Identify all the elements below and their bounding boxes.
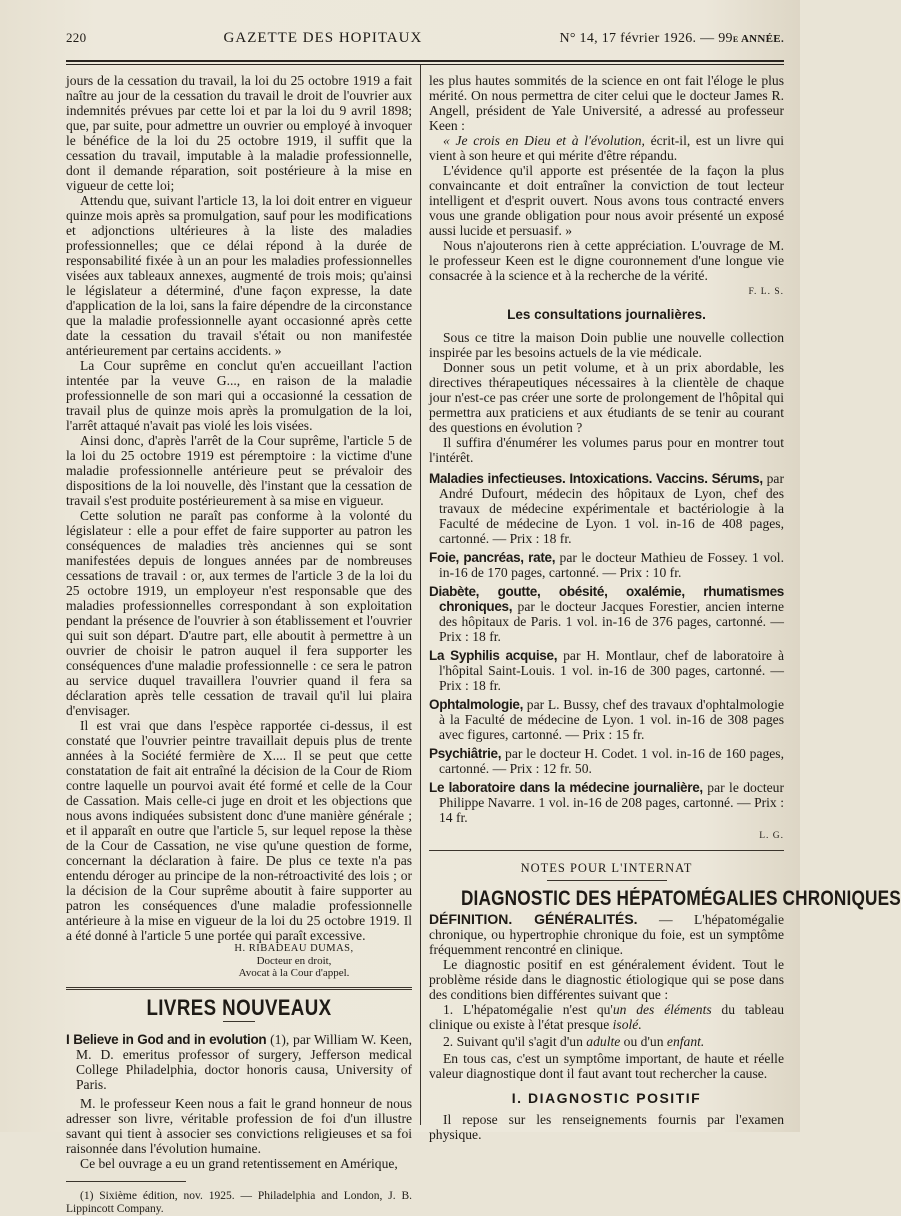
page-header (66, 30, 784, 52)
book-details: par le docteur Philippe Navarre. 1 vol. in-16 de 208 pages, cartonné. — Prix : 14 fr. (439, 780, 785, 825)
quote: « Je crois en Dieu et à l'évolution, (443, 133, 645, 148)
list-item (429, 1002, 784, 1032)
section-title: Les consultations journalières. (507, 307, 706, 322)
article-title: DIAGNOSTIC DES HÉPATOMÉGALIES CHRONIQUES (460, 887, 901, 910)
list-text: 2. Suivant qu'il s'agit d'un (443, 1034, 587, 1049)
paragraph: Ce bel ouvrage a eu un grand retentissement en Amérique, (80, 1156, 398, 1171)
subsection-title: I. DIAGNOSTIC POSITIF (511, 1090, 702, 1106)
paragraph: La Cour suprême en conclut qu'en accueillant l'action intentée par la veuve G..., en raison de la maladie professionnelle de son mari qui a occasionné la cessation de travail plus de quinze mois après la promulgation de la loi, l'arrêt attaqué n'avait pas violé les lois visées. (66, 358, 413, 433)
book-entry (66, 1032, 412, 1092)
issue-date: N° 14, 17 février 1926. — 99 (559, 31, 733, 46)
section-label: NOTES POUR L'INTERNAT (520, 861, 693, 875)
book-details: par L. Bussy, chef des travaux d'ophtalmologie à la Faculté de médecine de Lyon. 1 vol. in-16 de 308 pages avec figures, cartonné. — Prix : 15 fr. (439, 697, 784, 742)
book-details: par le docteur Jacques Forestier, ancien interne des hôpitaux de Paris. 1 vol. in-16 de 376 pages, cartonné. — Prix : 18 fr. (439, 599, 784, 644)
page-number: 220 (66, 30, 87, 45)
issue-year: e ANNÉE. (732, 33, 784, 45)
list-text: ou d'un (620, 1034, 667, 1049)
book-entry (429, 550, 784, 580)
paragraph (429, 133, 784, 163)
issue-info (559, 31, 784, 47)
book-details: par André Dufourt, médecin des hôpitaux de Lyon, chef des travaux de médecine expérimentale et bactériologie à la Faculté de médecine de Lyon. 1 vol. in-16 de 408 pages, cartonné. — Prix : 18 fr. (439, 471, 784, 546)
paragraph: En tous cas, c'est un symptôme important, de haute et réelle valeur diagnostique dont il faut avant tout rechercher la cause. (429, 1051, 784, 1081)
list-text: du tableau clinique ou existe à l'état presque (429, 1002, 784, 1032)
subheading: DÉFINITION. GÉNÉRALITÉS. (429, 911, 638, 927)
paragraph: Donner sous un petit volume, et à un prix abordable, les directives thérapeutiques nécessaires à la clientèle de chaque jour n'est-ce pas créer une sorte de prolongement de l'hôpital qui permettra aux praticiens et aux étudiants de se tenir au courant des questions en évolution ? (429, 360, 784, 435)
book-title: Maladies infectieuses. Intoxications. Vaccins. Sérums, (429, 471, 763, 486)
section-rule (66, 987, 412, 990)
book-title: Diabète, goutte, obésité, oxalémie, rhumatismes chroniques, (429, 584, 784, 614)
list-text: 1. L'hépatomégalie n'est qu' (443, 1002, 613, 1017)
paragraph: Ainsi donc, d'après l'arrêt de la Cour suprême, l'article 5 de la loi du 25 octobre 1919 est péremptoire : la victime d'une maladie professionnelle antérieure peut se prévaloir des dispositions de la loi nouvelle, dès l'instant que la cessation de travail s'est produite postérieurement à sa mise en vigueur. (66, 433, 413, 508)
short-rule (547, 880, 667, 881)
book-details: par H. Montlaur, chef de laboratoire à l'hôpital Saint-Louis. 1 vol. in-16 de 300 pages, cartonné. — Prix : 18 fr. (439, 648, 784, 693)
paragraph: jours de la cessation du travail, la loi du 25 octobre 1919 a fait naître au jour de la cessation du travail le droit de l'ouvrier aux indemnités prévues par cette loi et par la loi du 9 avril 1898; que, par suite, pour admettre un ouvrier ou employé à invoquer le bénéfice de la loi du 25 octobre 1919, il suffit que la cessation du travail, imputable à la maladie professionnelle, dont il demande réparation, soit postérieure à la mise en vigueur de cette loi; (66, 73, 413, 193)
book-details: par le docteur H. Codet. 1 vol. in-16 de 160 pages, cartonné. — Prix : 12 fr. 50. (439, 746, 784, 776)
list-emphasis: isolé. (612, 1017, 642, 1032)
paragraph: Le diagnostic positif en est généralement évident. Tout le problème réside dans le diagnostic étiologique qui se pose dans des conditions bien différentes suivant que : (429, 957, 784, 1002)
paragraph: Nous n'ajouterons rien à cette appréciation. L'ouvrage de M. le professeur Keen est le digne couronnement d'une longue vie consacrée à la science et à la recherche de la vérité. (429, 238, 784, 283)
right-column (429, 65, 901, 1142)
paragraph: L'évidence qu'il apporte est présentée de la façon la plus convaincante et doit entraîner la conviction de tout lecteur intelligent et d'esprit ouvert. Nous avons tous contracté envers vous une grande obligation pour nous avoir présenté un exposé aussi lucide et persuasif. » (429, 163, 784, 238)
definition-text: — L'hépatomégalie chronique, ou hypertrophie chronique du foie, est un symptôme fréquemment rencontré en clinique. (429, 912, 784, 957)
paragraph: M. le professeur Keen nous a fait le grand honneur de nous adresser son livre, véritable profession de foi d'un illustre savant qui tient à associer ses convictions religieuses et sa foi raisonnée dans l'évolution humaine. (66, 1096, 413, 1156)
signature-name: H. RIBADEAU DUMAS, (234, 943, 354, 954)
book-entry (429, 471, 784, 546)
paragraph: Il est vrai que dans l'espèce rapportée ci-dessus, il est constaté que l'ouvrier peintre travaillait depuis plus de trente années à la Société fermière de X.... Il se peut que cette constatation de fait ait entraîné la décision de la Cour de Riom contre laquelle un pourvoi avait été formé et celle de la Cour de Cassation. Mais celle-ci juge en droit et les objections que nous avons indiquées subsistent donc d'une manière générale ; et il apparaît en outre que l'article 5, sur lequel repose la thèse de la Cour de Cassation, ne vise qu'une question de forme, concernant la déclaration à faire. De plus ce texte n'a pas entendu déroger au principe de la non-rétroactivité des lois ; or la décision de la Cour suprême aboutit à faire supporter au patron les conséquences d'une maladie professionnelle antérieure à la mise en vigueur de la loi du 25 octobre 1919. Il a été donné à l'article 5 une portée qui paraît excessive. (66, 718, 413, 943)
column-divider (420, 65, 421, 1125)
book-title: Ophtalmologie, (429, 697, 524, 712)
signature-block (176, 943, 412, 979)
signature: F. L. S. (748, 287, 784, 297)
paragraph: Il suffira d'énumérer les volumes parus pour en montrer tout l'intérêt. (429, 435, 784, 465)
book-title: Psychiâtrie, (429, 746, 502, 761)
book-entry (429, 584, 784, 644)
quote-rest: écrit-il, est un livre qui vient à son heure et qui mérite d'être répandu. (429, 133, 784, 163)
paragraph: Cette solution ne paraît pas conforme à la volonté du législateur : elle a pour effet de faire supporter au patron les conséquences de maladies très anciennes qui se sont manifestées depuis de longues années par de nombreuses cessations de travail : or, aux termes de l'article 3 de la loi du 25 octobre 1919, un employeur n'est responsable que des maladies professionnelles correspondant à son exploitation pendant la présence de l'ouvrier à son établissement et l'ouvrier qui suit son départ. D'autre part, elle aboutit à permettre à un ouvrier de choisir le patron auquel il fera supporter les conséquences d'une maladie professionnelle : ce sera le patron au service duquel travaillera l'ouvrier quand il fera sa déclaration après telle cessation de travail qu'il lui plaira d'envisager. (66, 508, 413, 718)
book-title: Foie, pancréas, rate, (429, 550, 556, 565)
list-emphasis: adulte (586, 1034, 621, 1049)
book-details: (1), par William W. Keen, M. D. emeritus professor of surgery, Jefferson medical College Philadelphia, doctor honoris causa, University of Paris. (76, 1032, 413, 1092)
section-rule (429, 850, 784, 851)
signature: L. G. (759, 831, 784, 841)
section-title: LIVRES NOUVEAUX (146, 995, 332, 1020)
book-entry (429, 648, 784, 693)
paragraph: Il repose sur les renseignements fournis par l'examen physique. (429, 1112, 784, 1142)
list-emphasis: enfant. (666, 1034, 705, 1049)
left-column (66, 65, 413, 1215)
book-title: Le laboratoire dans la médecine journalière, (429, 780, 703, 795)
paragraph (429, 912, 784, 957)
book-title: La Syphilis acquise, (429, 648, 558, 663)
list-emphasis: un des éléments (612, 1002, 712, 1017)
short-rule (223, 1021, 255, 1022)
footnote-rule (66, 1181, 186, 1182)
book-title: I Believe in God and in evolution (66, 1032, 267, 1047)
publication-title: GAZETTE DES HOPITAUX (223, 30, 423, 46)
paragraph: Sous ce titre la maison Doin publie une nouvelle collection inspirée par les besoins actuels de la vie médicale. (429, 330, 784, 360)
footnote: (1) Sixième édition, nov. 1925. — Philadelphia and London, J. B. Lippincott Company. (66, 1190, 413, 1215)
paragraph: Attendu que, suivant l'article 13, la loi doit entrer en vigueur quinze mois après sa promulgation, sauf pour les modifications et adjonctions ultérieures à la liste des maladies professionnelles; que ce délai répond à la durée de responsabilité fixée à un an pour les maladies professionnelles visées aux tableaux annexes, augmenté de trois mois; qu'ainsi le législateur a déterminé, d'une façon expresse, la date d'application de la loi, sans la faire dépendre de la circonstance que la maladie professionnelle ayant occasionné après cette date la cessation du travail s'était ou non manifestée antérieurement par certains accidents. » (66, 193, 413, 358)
paragraph: les plus hautes sommités de la science en ont fait l'éloge le plus mérité. On nous permettra de citer celui que le docteur James R. Angell, président de Yale Université, a adressé au professeur Keen : (429, 73, 784, 133)
signature-title: Avocat à la Cour d'appel. (238, 967, 350, 979)
book-details: par le docteur Mathieu de Fossey. 1 vol. in-16 de 170 pages, cartonné. — Prix : 10 fr. (439, 550, 784, 580)
book-entry (429, 780, 784, 825)
book-entry (429, 697, 784, 742)
columns (66, 65, 901, 1215)
book-entry (429, 746, 784, 776)
signature-title: Docteur en droit, (256, 955, 332, 967)
list-item (429, 1034, 784, 1049)
